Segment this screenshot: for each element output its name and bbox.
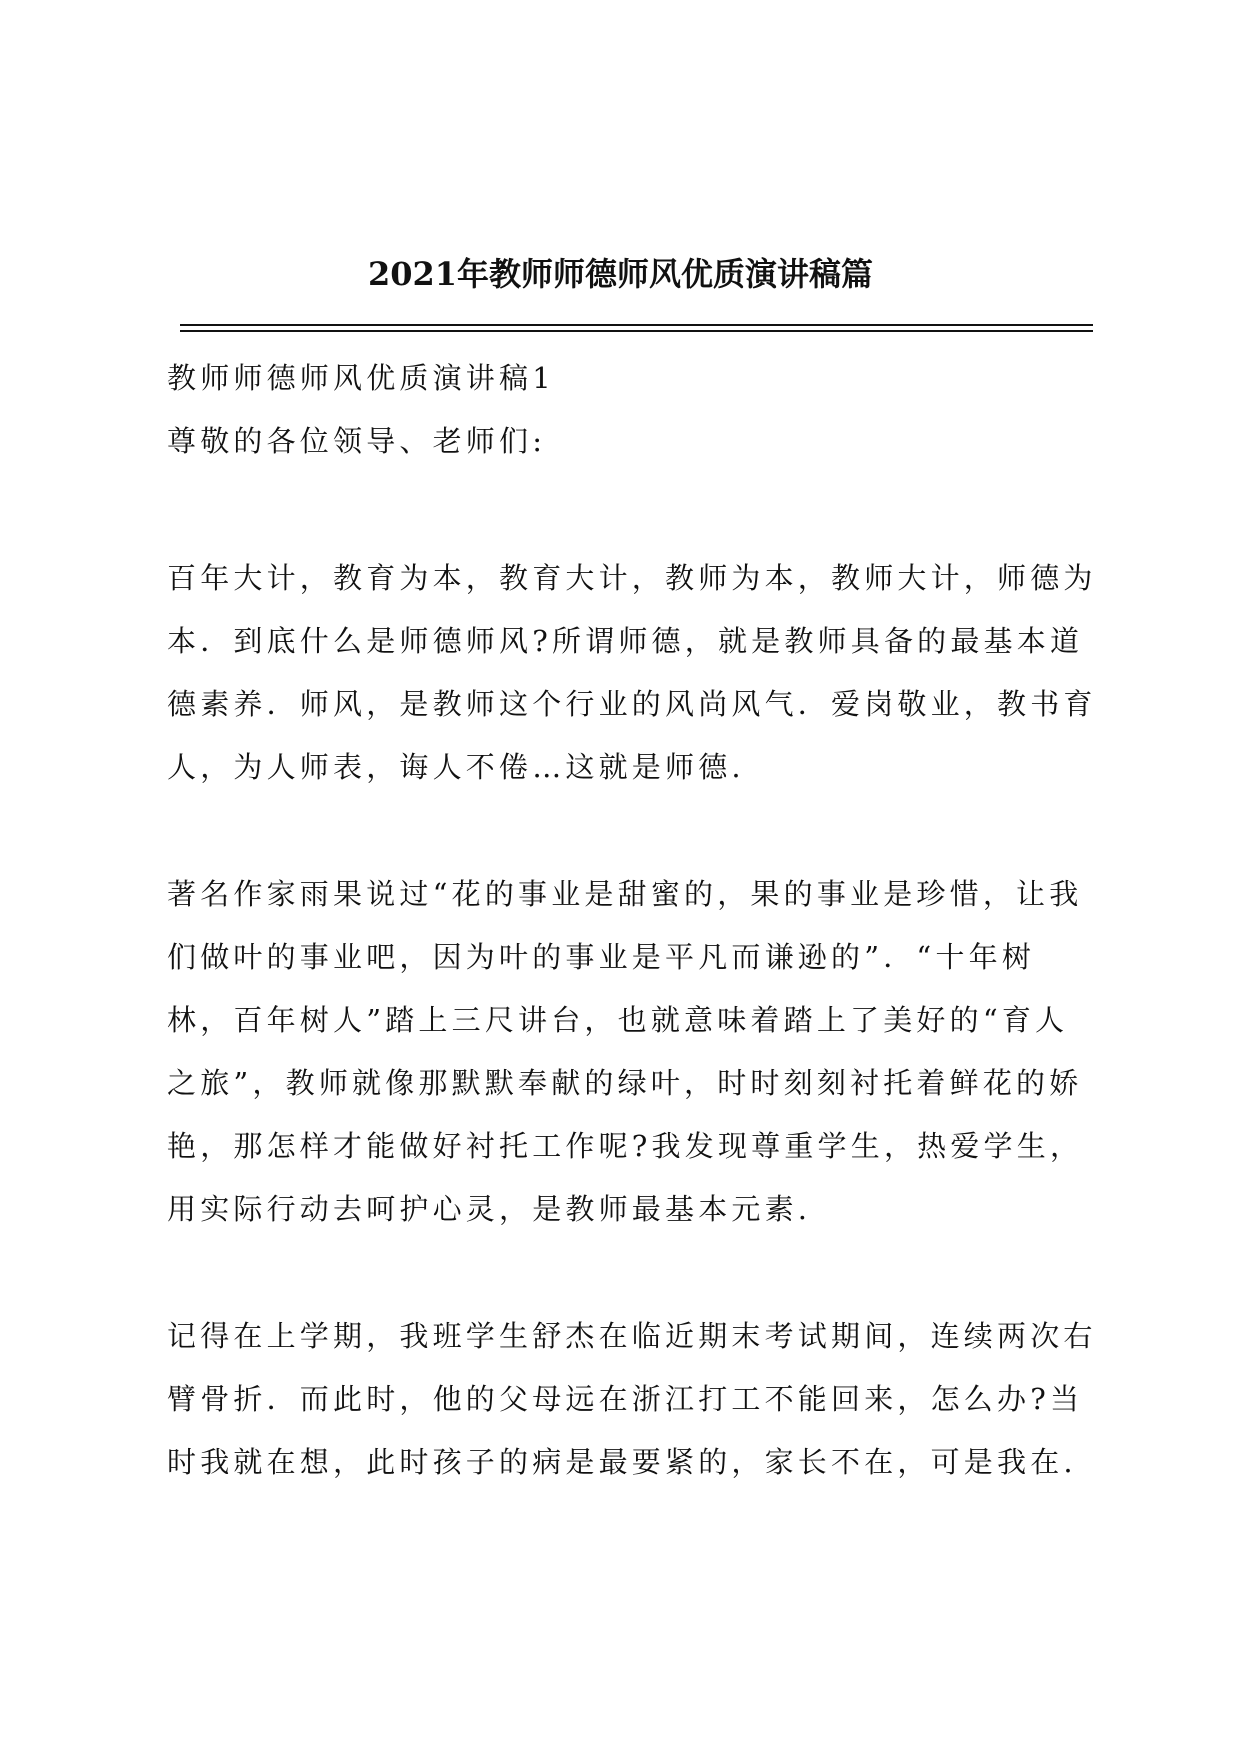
paragraph-3-line-1: 记得在上学期，我班学生舒杰在临近期末考试期间，连续两次右: [167, 1319, 1097, 1353]
paragraph-2-line-2: 们做叶的事业吧，因为叶的事业是平凡而谦逊的”．“十年树: [167, 940, 1036, 974]
title-rule-bottom: [180, 330, 1093, 332]
paragraph-2-line-6: 用实际行动去呵护心灵，是教师最基本元素.: [167, 1192, 812, 1226]
paragraph-2-line-1: 著名作家雨果说过“花的事业是甜蜜的，果的事业是珍惜，让我: [167, 877, 1083, 911]
paragraph-1-line-3: 德素养．师风，是教师这个行业的风尚风气．爱岗敬业，教书育: [167, 687, 1097, 721]
paragraph-1-line-4: 人，为人师表，诲人不倦…这就是师德.: [167, 750, 745, 784]
paragraph-2-line-5: 艳，那怎样才能做好衬托工作呢?我发现尊重学生，热爱学生，: [167, 1129, 1084, 1163]
document-title: 2021年教师师德师风优质演讲稿篇: [367, 255, 874, 293]
paragraph-1-line-1: 百年大计，教育为本，教育大计，教师为本，教师大计，师德为: [167, 561, 1097, 595]
paragraph-1-line-2: 本．到底什么是师德师风?所谓师德，就是教师具备的最基本道: [167, 624, 1084, 658]
title-rule-top: [180, 324, 1093, 326]
paragraph-3-line-2: 臂骨折．而此时，他的父母远在浙江打工不能回来，怎么办?当: [167, 1382, 1084, 1416]
greeting: 尊敬的各位领导、老师们:: [167, 424, 547, 458]
paragraph-3-line-3: 时我就在想，此时孩子的病是最要紧的，家长不在，可是我在.: [167, 1445, 1077, 1479]
speech-subtitle: 教师师德师风优质演讲稿1: [167, 361, 555, 395]
paragraph-2-line-3: 林，百年树人”踏上三尺讲台，也就意味着踏上了美好的“育人: [167, 1003, 1069, 1037]
paragraph-2-line-4: 之旅”，教师就像那默默奉献的绿叶，时时刻刻衬托着鲜花的娇: [167, 1066, 1083, 1100]
